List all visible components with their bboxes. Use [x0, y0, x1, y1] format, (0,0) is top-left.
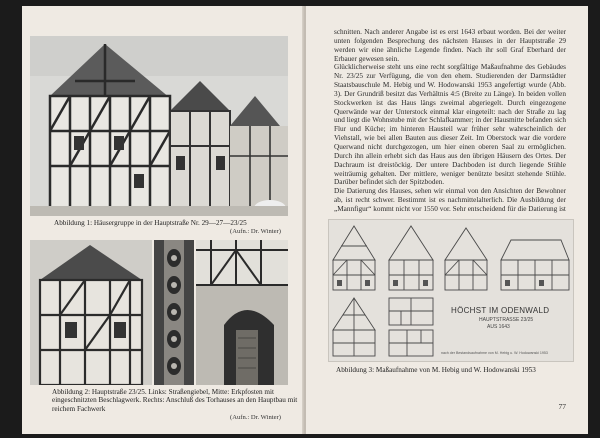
paragraph-1: schnitten. Nach anderer Angabe ist es erst 1643 erbaut worden. Bei der weiter unten folgenden Besprechung des nächsten Hauses in der Hauptstraße 29 werden wir eine ähnliche Legende finden. Nach ihr soll Graf Eberhard der Erbauer gewesen sein.: [334, 28, 566, 63]
paragraph-2: Glücklicherweise steht uns eine recht sorgfältige Maßaufnahme des Gebäudes Nr. 23/25 zur Verfügung, die von den ehem. Studierenden der Darmstädter Staatsbauschule M. Hebig und W. Hodowanski 1953 angefertigt wurde (Abb. 3). Der Grundriß besitzt das Verhältnis 4:5 (Breite zu Länge). In beiden vollen Stockwerken ist das Haus längs zweimal abgeriegelt. Durch eingezogene Querwände war der Unterstock einmal klar eingeteilt: nach der Straße zu lag und liegt die Wohnstube mit der Schlafkammer; in der Hausmitte befanden sich Flur und Küche; im hinteren Hausteil war früher sehr wahrscheinlich der Viehstall, wie bei allen Bauten aus dieser Zeit. Im Oberstock war die vordere Querwand nicht durchgezogen, um hier einen oberen Saal zu ermöglichen. Durch ihn allein erhebt sich das Haus aus den übrigen Häusern des Ortes. Der Dachraum ist dreistöckig. Der untere Dachboden ist durch liegende Stühle weiträumig gehalten. Der mittlere, weniger benützte besitzt stehende Stühle. Darüber befindet sich der Spitzboden.: [334, 63, 566, 187]
photo-gatehouse: [196, 240, 288, 385]
figure2-credit: (Aufn.: Dr. Winter): [230, 414, 281, 421]
plan-subtitle: HAUPTSTRASSE 23/25: [479, 317, 534, 323]
photo-house-row: [30, 36, 288, 216]
body-text: [334, 28, 566, 214]
page-number: 77: [558, 402, 566, 411]
plan-subtitle2: AUS 1643: [487, 324, 510, 330]
paragraph-3: Die Datierung des Hauses, sehen wir einmal von den Ansichten der Bewohner ab, ist recht schwer. Bestimmt ist es nachmittelalterlich. Die Ausbildung der „Mannfigur“ kommt nicht vor 1550 vor. Sehr entscheidend für die Datierung ist: [334, 187, 566, 213]
figure3-drawing: [328, 219, 574, 362]
gatehouse-image: [196, 240, 288, 385]
figure1-caption: Abbildung 1: Häusergruppe in der Hauptstraße Nr. 29—27—23/25: [54, 219, 247, 227]
street-gable-image: [30, 240, 152, 385]
left-page: [22, 6, 304, 434]
plan-signature: nach der Bestandsaufnahme von M. Hebig u. W. Hodowanski 1953: [441, 351, 548, 355]
right-page: [306, 6, 588, 434]
photo-carved-post: [154, 240, 194, 385]
carved-post-image: [154, 240, 194, 385]
measured-drawing: [329, 220, 573, 361]
figure3-caption: Abbildung 3: Maßaufnahme von M. Hebig und W. Hodowanski 1953: [336, 366, 536, 374]
figure2-caption: Abbildung 2: Hauptstraße 23/25. Links: Straßengiebel, Mitte: Erkpfosten mit eingeschnitzten Beschlagwerk. Rechts: Anschluß des Torhauses an den Hauptbau mit reichem Fachwerk: [52, 388, 298, 413]
timber-house-row-image: [30, 36, 288, 216]
photo-street-gable: [30, 240, 152, 385]
figure1-credit: (Aufn.: Dr. Winter): [230, 228, 281, 235]
plan-title: HÖCHST IM ODENWALD: [451, 306, 550, 315]
